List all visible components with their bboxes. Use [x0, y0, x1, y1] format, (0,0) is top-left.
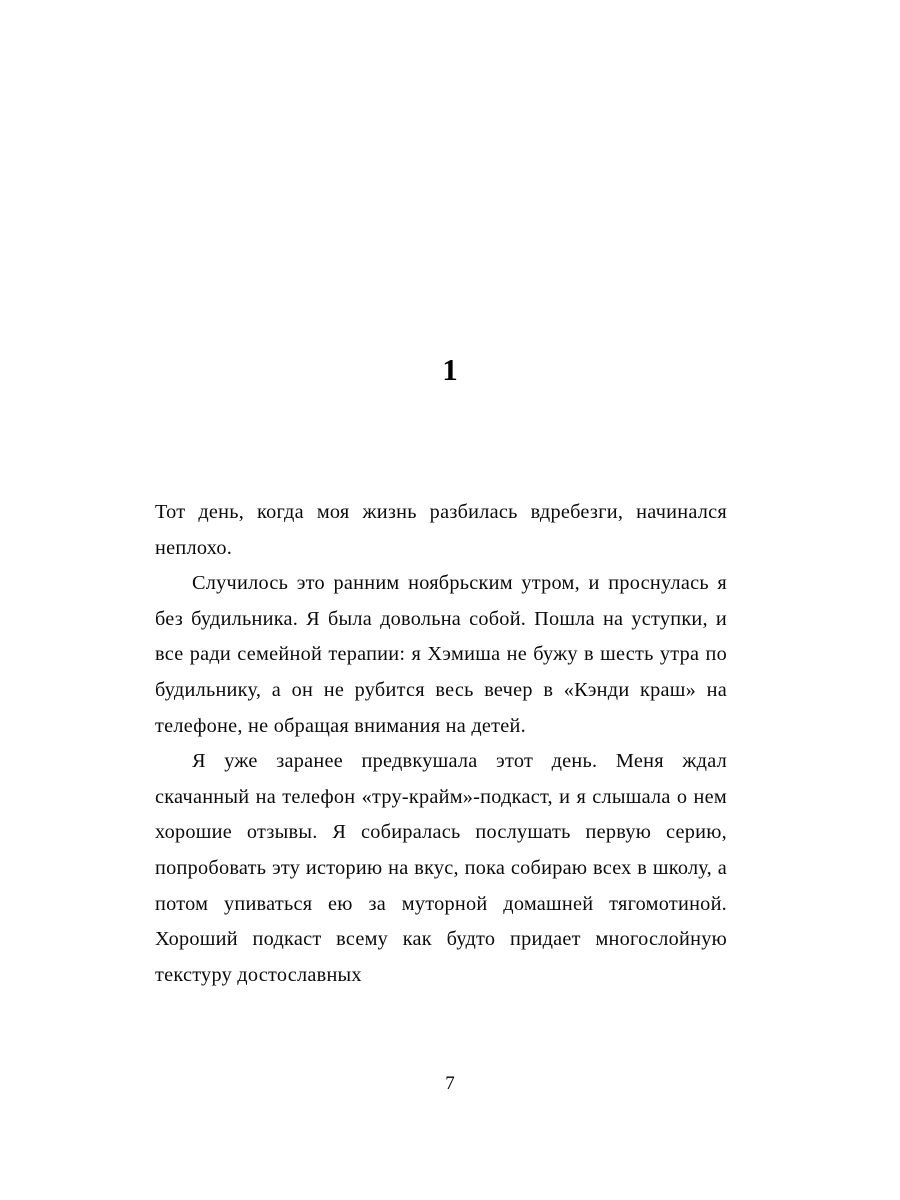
paragraph: Тот день, когда моя жизнь разбилась вдребезги, начинался неплохо. — [155, 501, 727, 559]
chapter-number: 1 — [442, 352, 458, 387]
page-number: 7 — [445, 1073, 455, 1094]
body-text-block — [155, 495, 727, 993]
paragraph: Я уже заранее предвкушала этот день. Меня ждал скачанный на телефон «тру-крайм»-подкаст, и я слышала о нем хорошие отзывы. Я собиралась послушать первую серию, попробовать эту историю на вкус, пока собираю всех в школу, а потом упиваться ею за муторной домашней тягомотиной. Хороший подкаст всему как будто придает многослойную текстуру достославных — [155, 750, 727, 986]
paragraph: Случилось это ранним ноябрьским утром, и проснулась я без будильника. Я была довольна собой. Пошла на уступки, и все ради семейной терапии: я Хэмиша не бужу в шесть утра по будильнику, а он не рубится весь вечер в «Кэнди краш» на телефоне, не обращая внимания на детей. — [155, 572, 727, 737]
